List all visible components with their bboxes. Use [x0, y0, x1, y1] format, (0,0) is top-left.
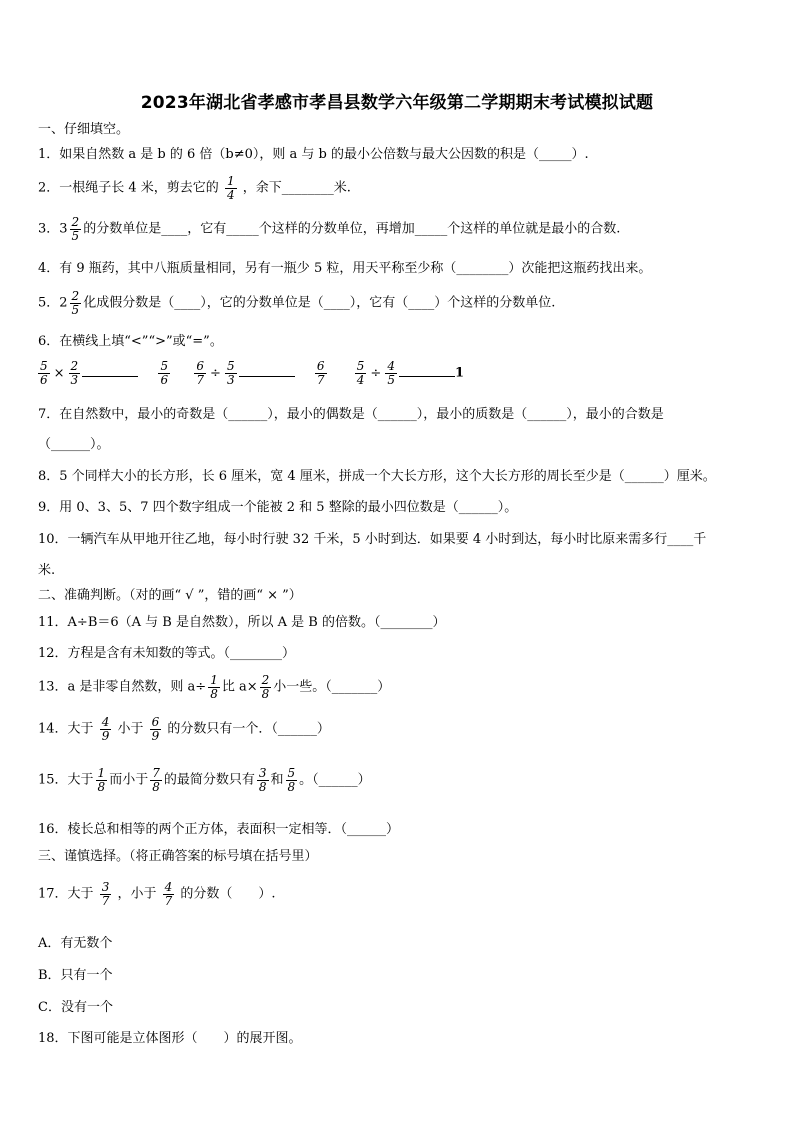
fraction: $\frac{5}{6}$: [40, 359, 48, 387]
fraction: $\frac{5}{6}$: [160, 359, 169, 387]
question-9: 9．用 0、3、5、7 四个数字组成一个能被 2 和 5 整除的最小四位数是（______）。: [38, 500, 518, 515]
question-15: 15．大于 $\frac{1}{8}$ 而小于 $\frac{7}{8}$ 的最简分数只有 $\frac{3}{8}$ 和 $\frac{5}{8}$ 。（______）: [38, 766, 371, 794]
question-6-expressions: $\frac{5}{6}$ × $\frac{2}{3}$ $\frac{5}{6}$ $\frac{6}{7}$ ÷ $\frac{5}{3}$ $\frac{6}{7}$ $\frac{5}{4}$ ÷ $\frac{4}{5}$ 1: [40, 359, 465, 387]
fraction: $\frac{5}{8}$: [287, 766, 296, 794]
option-c[interactable]: C．没有一个: [38, 1000, 113, 1015]
question-8: 8．5 个同样大小的长方形，长 6 厘米，宽 4 厘米，拼成一个大长方形，这个大长方形的周长至少是（______）厘米。: [38, 469, 716, 484]
fraction: $\frac{6}{7}$: [316, 359, 325, 387]
question-18: 18．下图可能是立体图形（ ）的展开图。: [38, 1031, 302, 1046]
fraction: $\frac{2}{5}$: [71, 215, 80, 243]
fraction: $\frac{2}{3}$: [70, 359, 79, 387]
question-5-text-b: 化成假分数是（____），它的分数单位是（____），它有（____）个这样的分数单位.: [83, 295, 556, 311]
fraction: $\frac{7}{8}$: [152, 766, 160, 794]
question-3: [38, 216, 620, 243]
question-13: 13．a 是非零自然数，则 a÷ $\frac{1}{8}$ 比 a× $\frac{2}{8}$ 小一些。（_______）: [38, 673, 391, 701]
option-b[interactable]: B．只有一个: [38, 968, 113, 983]
section-3-heading: 三、谨慎选择。（将正确答案的标号填在括号里）: [38, 849, 318, 864]
fraction: $\frac{2}{8}$: [261, 673, 270, 701]
fraction: $\frac{5}{3}$: [226, 359, 235, 387]
fraction: $\frac{5}{4}$: [356, 359, 365, 387]
question-6: 6．在横线上填“<”“>”或“=”。: [38, 334, 223, 349]
fraction: $\frac{2}{5}$: [71, 289, 80, 317]
fraction: $\frac{4}{7}$: [164, 880, 173, 908]
page-title: 2023年湖北省孝感市孝昌县数学六年级第二学期期末考试模拟试题: [140, 93, 654, 113]
fraction: $\frac{3}{7}$: [101, 880, 110, 908]
question-14: 14．大于 $\frac{4}{9}$ 小于 $\frac{6}{9}$ 的分数只有一个．（______）: [38, 715, 330, 743]
fraction: $\frac{3}{8}$: [258, 766, 267, 794]
fraction: $\frac{4}{5}$: [387, 359, 395, 387]
question-7-continued: （______）。: [38, 437, 110, 452]
question-16: 16．棱长总和相等的两个正方体，表面积一定相等．（______）: [38, 822, 400, 837]
fraction: $\frac{1}{8}$: [97, 766, 106, 794]
question-10-continued: 米.: [38, 563, 56, 578]
question-4: 4．有 9 瓶药，其中八瓶质量相同，另有一瓶少 5 粒，用天平称至少称（________）次能把这瓶药找出来。: [38, 261, 652, 276]
question-5-text-a: 5．2: [38, 295, 68, 311]
question-12: 12．方程是含有未知数的等式。（________）: [38, 646, 296, 661]
section-1-heading: 一、仔细填空。: [38, 122, 130, 137]
fraction: $\frac{1}{8}$: [210, 673, 218, 701]
fraction: $\frac{4}{9}$: [101, 715, 110, 743]
question-2-text-a: 2．一根绳子长 4 米，剪去它的: [38, 180, 219, 196]
question-17: 17．大于 $\frac{3}{7}$ ，小于 $\frac{4}{7}$ 的分数（ ）.: [38, 880, 276, 908]
question-7: 7．在自然数中，最小的奇数是（______），最小的偶数是（______），最小的质数是（______），最小的合数是: [38, 407, 664, 422]
answer-blank[interactable]: [239, 375, 295, 377]
question-10: 10．一辆汽车从甲地开往乙地，每小时行驶 32 千米，5 小时到达．如果要 4 小时到达，每小时比原来需多行____千: [38, 532, 707, 547]
question-2: [38, 175, 351, 202]
answer-blank[interactable]: [82, 375, 138, 377]
question-5: [38, 290, 555, 317]
question-11: 11．A÷B＝6（A 与 B 是自然数），所以 A 是 B 的倍数。（________）: [38, 615, 446, 630]
option-a[interactable]: A．有无数个: [38, 936, 113, 951]
fraction: $\frac{6}{9}$: [151, 715, 160, 743]
question-2-text-b: ，余下________米.: [242, 180, 351, 196]
fraction: $\frac{6}{7}$: [196, 359, 205, 387]
fraction: $\frac{1}{4}$: [226, 174, 235, 202]
question-3-text-b: 的分数单位是____，它有_____个这样的分数单位，再增加_____个这样的单位就是最小的合数.: [83, 221, 621, 237]
question-3-text-a: 3．3: [38, 221, 68, 237]
answer-blank[interactable]: [399, 375, 455, 377]
section-2-heading: 二、准确判断。（对的画“ √ ”，错的画“ × ”）: [38, 588, 302, 603]
question-1: 1．如果自然数 a 是 b 的 6 倍（b≠0），则 a 与 b 的最小公倍数与最大公因数的积是（_____）.: [38, 147, 589, 162]
